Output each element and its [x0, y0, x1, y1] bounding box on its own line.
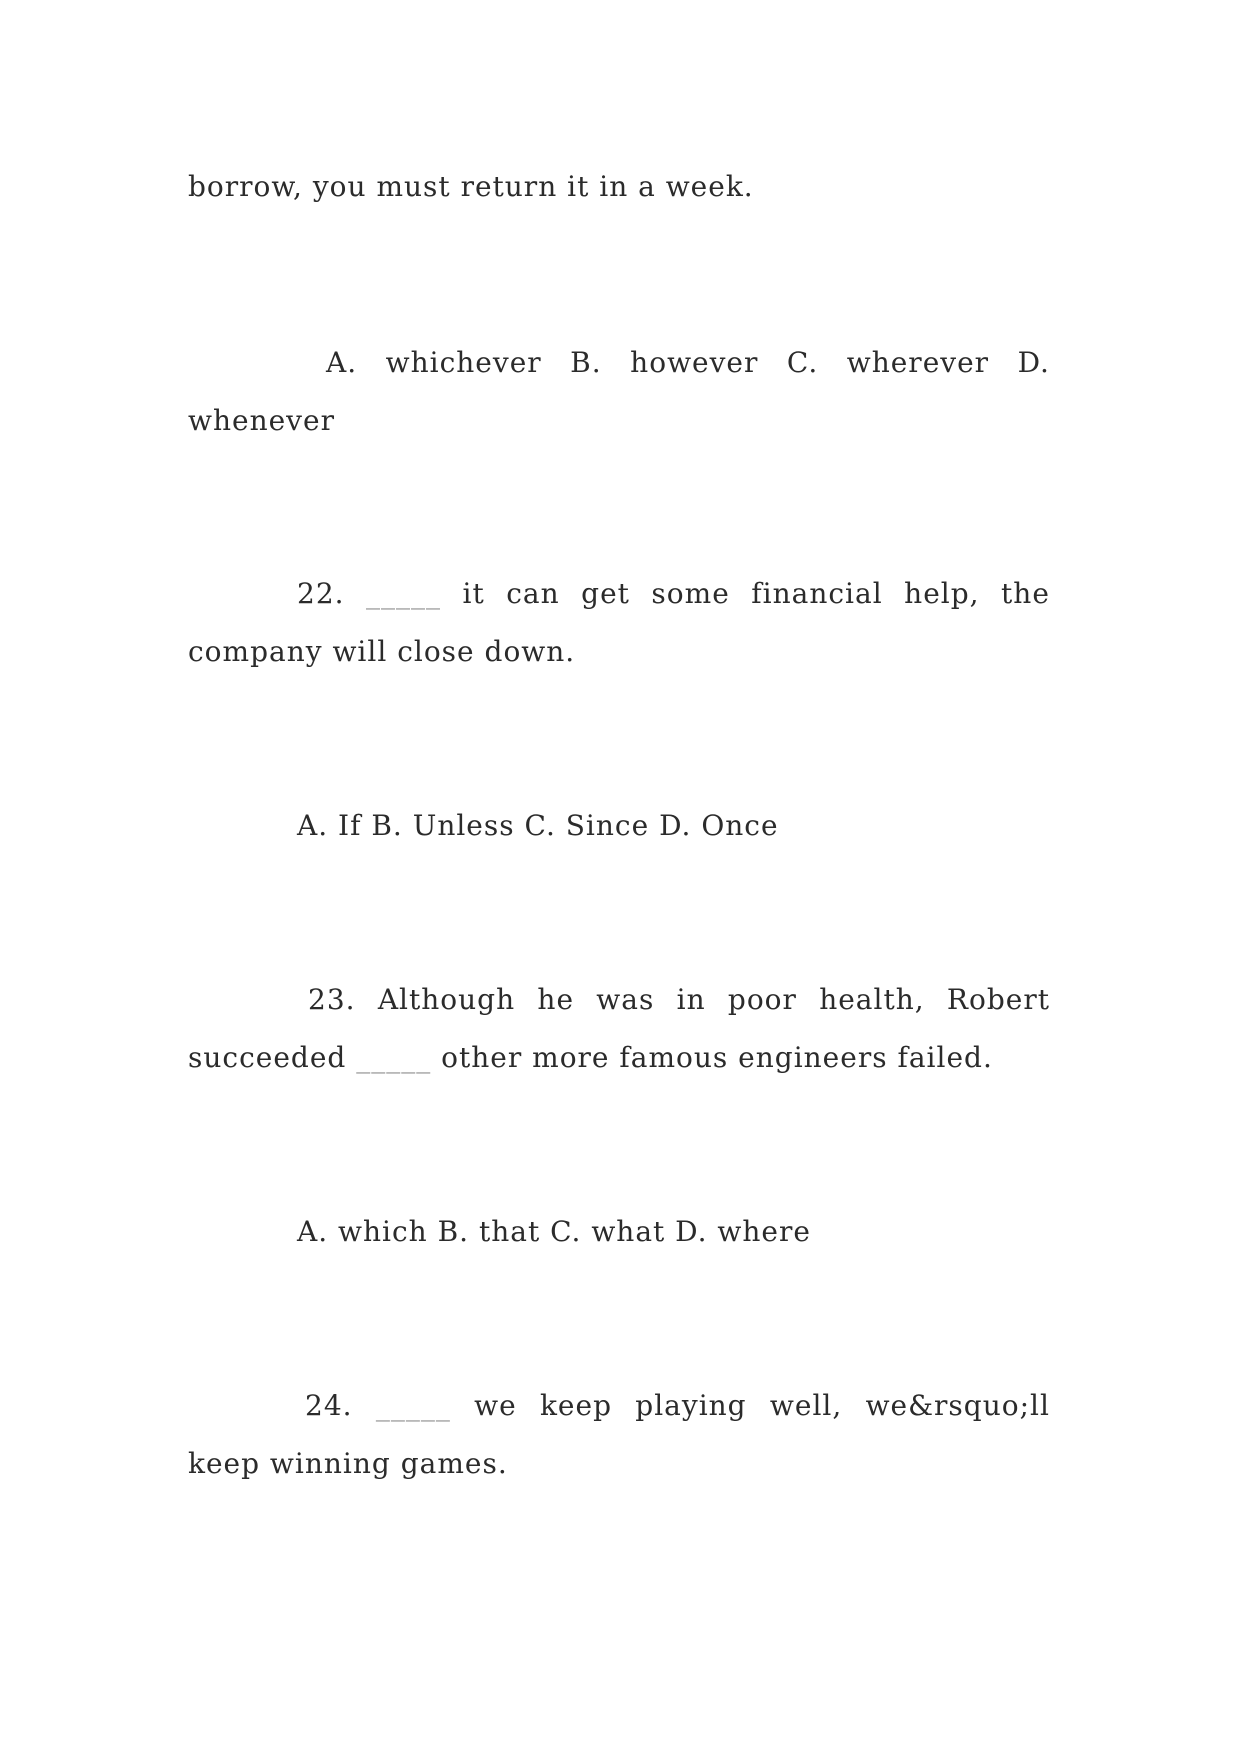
word: well, — [769, 1389, 843, 1422]
word: poor — [727, 983, 797, 1016]
word: in — [676, 983, 706, 1016]
question-number: 23. — [308, 983, 356, 1016]
q23-question-line — [308, 983, 1050, 1017]
word: can — [506, 577, 560, 610]
q22-question-line — [297, 577, 1050, 611]
q21-option-d-text: whenever — [188, 404, 335, 437]
word: Although — [377, 983, 516, 1016]
q22-options-line: A. If B. Unless C. Since D. Once — [297, 809, 779, 842]
question-number: 22. — [297, 577, 345, 610]
word: help, — [904, 577, 980, 610]
word: financial — [751, 577, 883, 610]
q23-question-continuation — [188, 1041, 993, 1075]
word: some — [651, 577, 730, 610]
answer-blank: _____ — [375, 1389, 451, 1422]
word: succeeded — [188, 1041, 347, 1074]
q24-question-line — [305, 1389, 1050, 1423]
word: playing — [635, 1389, 747, 1422]
word: keep — [539, 1389, 612, 1422]
q23-options-line: A. which B. that C. what D. where — [297, 1215, 811, 1248]
word: we — [474, 1389, 517, 1422]
option-c-label: C. — [786, 346, 819, 379]
word: the — [1001, 577, 1050, 610]
text-line-q21-continuation: borrow, you must return it in a week. — [188, 170, 754, 203]
word: health, — [819, 983, 925, 1016]
answer-blank: _____ — [366, 577, 442, 610]
q24-question-continuation: keep winning games. — [188, 1447, 508, 1480]
option-c-text: wherever — [846, 346, 990, 379]
word: he — [537, 983, 575, 1016]
q22-question-continuation: company will close down. — [188, 635, 576, 668]
text-fragment: other more famous engineers failed. — [441, 1041, 993, 1074]
q21-options-line — [326, 346, 1050, 380]
option-d-label: D. — [1017, 346, 1050, 379]
word: we&rsquo;ll — [865, 1389, 1050, 1422]
word: get — [581, 577, 630, 610]
question-number: 24. — [305, 1389, 353, 1422]
option-b-text: however — [630, 346, 759, 379]
answer-blank: _____ — [356, 1041, 432, 1074]
word: Robert — [946, 983, 1050, 1016]
option-a-text: whichever — [385, 346, 542, 379]
word: it — [462, 577, 485, 610]
option-b-label: B. — [570, 346, 602, 379]
option-a-label: A. — [326, 346, 358, 379]
word: was — [596, 983, 655, 1016]
